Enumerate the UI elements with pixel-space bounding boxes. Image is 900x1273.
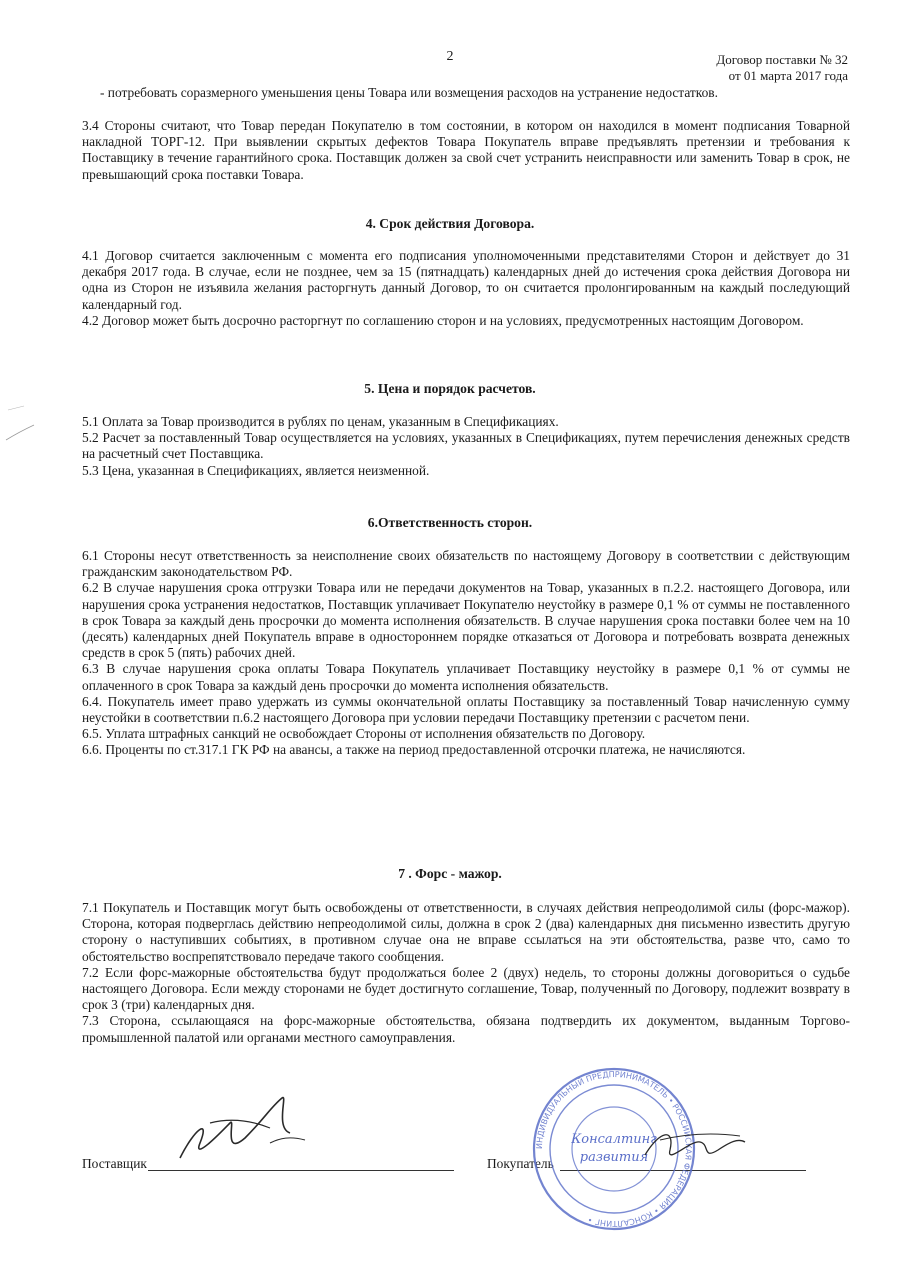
buyer-signature	[640, 1120, 750, 1170]
clause-7-3: 7.3 Сторона, ссылающаяся на форс-мажорные обстоятельства, обязана подтвердить их документом, выданным Торгово-промышленной палатой или органами местного самоуправления.	[82, 1013, 850, 1045]
stamp-center-line2: развития	[579, 1150, 649, 1165]
section-6-body	[82, 548, 850, 759]
clause-6-5: 6.5. Уплата штрафных санкций не освобождает Стороны от исполнения обязательств по Договору.	[82, 726, 646, 742]
clause-7-1: 7.1 Покупатель и Поставщик могут быть освобождены от ответственности, в случаях действия непреодолимой силы (форс-мажор). Сторона, которая подверглась действию непреодолимой силы, должна в срок 2 (два) календарных дня письменно известить другую сторону о наступивших событиях, в противном случае она не вправе ссылаться на эти обстоятельства, разве что, само то обстоятельство воспрепятствовало передаче такого сообщения.	[82, 900, 850, 964]
section-7-heading: 7 . Форс - мажор.	[398, 866, 502, 881]
buyer-label: Покупатель	[487, 1156, 554, 1171]
supplier-signature-line	[148, 1170, 454, 1171]
supplier-signature	[170, 1088, 320, 1168]
paragraph: 3.4 Стороны считают, что Товар передан Покупателю в том состоянии, в котором он находился в момент подписания Товарной накладной ТОРГ-12. При выявлении скрытых дефектов Товара Покупатель вправе предъявлять претензии и требования к Поставщику в течение гарантийного срока. Поставщик должен за свой счет устранить неисправности или заменить Товар в срок, не превышающий срока поставки Товара.	[82, 118, 850, 182]
clause-7-2: 7.2 Если форс-мажорные обстоятельства будут продолжаться более 2 (двух) недель, то стороны должны договориться о судьбе настоящего Договора. Если между сторонами не будет достигнуто соглашение, Товар, полученный по Договору, подлежит возврату в срок 3 (три) календарных дня.	[82, 964, 850, 1013]
header-contract-date: от 01 марта 2017 года	[728, 68, 848, 83]
clause-4-2: 4.2 Договор может быть досрочно расторгнут по соглашению сторон и на условиях, предусмотренных настоящим Договором.	[82, 312, 804, 328]
header-contract-number: Договор поставки № 32	[716, 52, 848, 67]
clause-3-3-item	[100, 85, 850, 101]
clause-6-4: 6.4. Покупатель имеет право удержать из суммы окончательной оплаты Поставщику за поставленный Товар начисленную сумму неустойки в соответствии п.6.2 настоящего Договора при условии передачи Поставщику претензии с расчетом пени.	[82, 693, 850, 726]
supplier-label: Поставщик	[82, 1156, 147, 1171]
margin-mark	[4, 380, 44, 480]
section-4-heading: 4. Срок действия Договора.	[365, 216, 535, 231]
section-4-body	[82, 248, 850, 329]
section-5-body	[82, 414, 850, 479]
clause-5-1: 5.1 Оплата за Товар производится в рублях по ценам, указанным в Спецификациях.	[82, 414, 559, 429]
clause-6-1: 6.1 Стороны несут ответственность за неисполнение своих обязательств по настоящему Договору в соответствии с действующим гражданским законодательством РФ.	[82, 548, 850, 580]
clause-6-6: 6.6. Проценты по ст.317.1 ГК РФ на авансы, а также на период предоставленной отсрочки платежа, не начисляются.	[82, 742, 746, 758]
clause-3-4	[82, 118, 850, 183]
clause-6-3: 6.3 В случае нарушения срока оплаты Товара Покупатель уплачивает Поставщику неустойку в размере 0,1 % от суммы не оплаченного в срок Товара за каждый день просрочки до момента исполнения обязательств.	[82, 661, 850, 693]
stamp-center-line1: Консалтинг	[571, 1132, 657, 1147]
section-5-heading: 5. Цена и порядок расчетов.	[364, 381, 536, 396]
section-6-heading: 6.Ответственность сторон.	[367, 515, 533, 530]
clause-4-1: 4.1 Договор считается заключенным с момента его подписания уполномоченными представителями Сторон и действует до 31 декабря 2017 года. В случае, если не позднее, чем за 15 (пятнадцать) календарных дней до истечения срока действия Договора ни одна из Сторон не изъявила желания расторгнуть данный Договор, то он считается пролонгированным на каждый последующий календарный год.	[82, 248, 850, 312]
section-7-body	[82, 900, 850, 1046]
clause-6-2: 6.2 В случае нарушения срока отгрузки Товара или не передачи документов на Товар, указанных в п.2.2. настоящего Договора, или нарушения срока устранения недостатков, Поставщик уплачивает Покупателю неустойку в размере 0,1 % от суммы не поставленного в срок Товара за каждый день просрочки до момента исполнения обязательств. В случае нарушения срока поставки более чем на 10 (десять) календарных дней Покупатель вправе в одностороннем порядке отказаться от Договора и потребовать возврата денежных средств в срок 5 (пять) рабочих дней.	[82, 580, 850, 661]
clause-5-3: 5.3 Цена, указанная в Спецификациях, является неизменной.	[82, 462, 430, 478]
clause-5-2: 5.2 Расчет за поставленный Товар осуществляется на условиях, указанных в Спецификациях, путем перечисления денежных средств на расчетный счет Поставщика.	[82, 430, 850, 462]
stamp-ring-text: ИНДИВИДУАЛЬНЫЙ ПРЕДПРИНИМАТЕЛЬ • РОССИЙСКАЯ ФЕДЕРАЦИЯ • КОНСАЛТИНГ •	[534, 1069, 694, 1229]
paragraph: - потребовать соразмерного уменьшения цены Товара или возмещения расходов на устранение недостатков.	[100, 85, 718, 100]
page-number: 2	[446, 49, 454, 64]
